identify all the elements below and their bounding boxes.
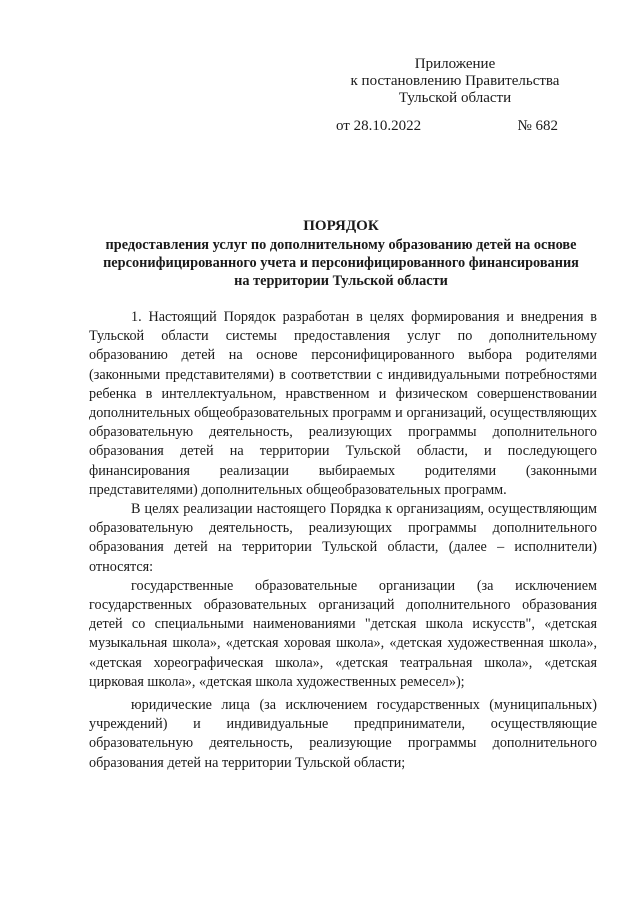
paragraph-4: юридические лица (за исключением государственных (муниципальных) учреждений) и индивидуальные предприниматели, осуществляющие образовательную деятельность, реализующие программы дополнительного образования детей на территории Тульской области;: [89, 697, 597, 771]
appendix-line: к постановлению Правительства: [350, 73, 560, 89]
resolution-date: от 28.10.2022: [336, 118, 422, 134]
appendix-line: Приложение: [414, 56, 496, 72]
document-subtitle: [80, 236, 602, 290]
resolution-number: № 682: [517, 118, 558, 134]
appendix-block: [330, 56, 580, 107]
subtitle-line: предоставления услуг по дополнительному образованию детей на основе: [105, 237, 577, 253]
paragraph-3: государственные образовательные организации (за исключением государственных образовательных организаций дополнительного образования детей со специальными наименованиями "детская школа искусств", «детская музыкальная школа», «детская хоровая школа», «детская художественная школа», «детская хореографическая школа», «детская театральная школа», «детская цирковая школа», «детская школа художественных ремесел»);: [89, 577, 597, 690]
appendix-line: Тульской области: [398, 90, 512, 106]
paragraph-1: 1. Настоящий Порядок разработан в целях формирования и внедрения в Тульской области системы предоставления услуг по дополнительному образованию детей на основе персонифицированного выбора родителями (законными представителями) в соответствии с индивидуальными потребностями ребенка в интеллектуальном, нравственном и физическом совершенствовании дополнительных общеобразовательных программ и организаций, осуществляющих образовательную деятельность, реализующих программы дополнительного образования детей на территории Тульской области, и последующего финансирования реализации выбираемых родителями (законными представителями) дополнительных общеобразовательных программ.: [89, 309, 597, 498]
document-title: ПОРЯДОК: [303, 218, 379, 234]
subtitle-line: персонифицированного учета и персонифицированного финансирования: [103, 255, 579, 271]
paragraph-2: В целях реализации настоящего Порядка к организациям, осуществляющим образовательную деятельность, реализующих программы дополнительного образования детей на территории Тульской области, (далее – исполнители) относятся:: [89, 501, 597, 575]
subtitle-line: на территории Тульской области: [234, 273, 448, 289]
document-body: [89, 308, 597, 773]
